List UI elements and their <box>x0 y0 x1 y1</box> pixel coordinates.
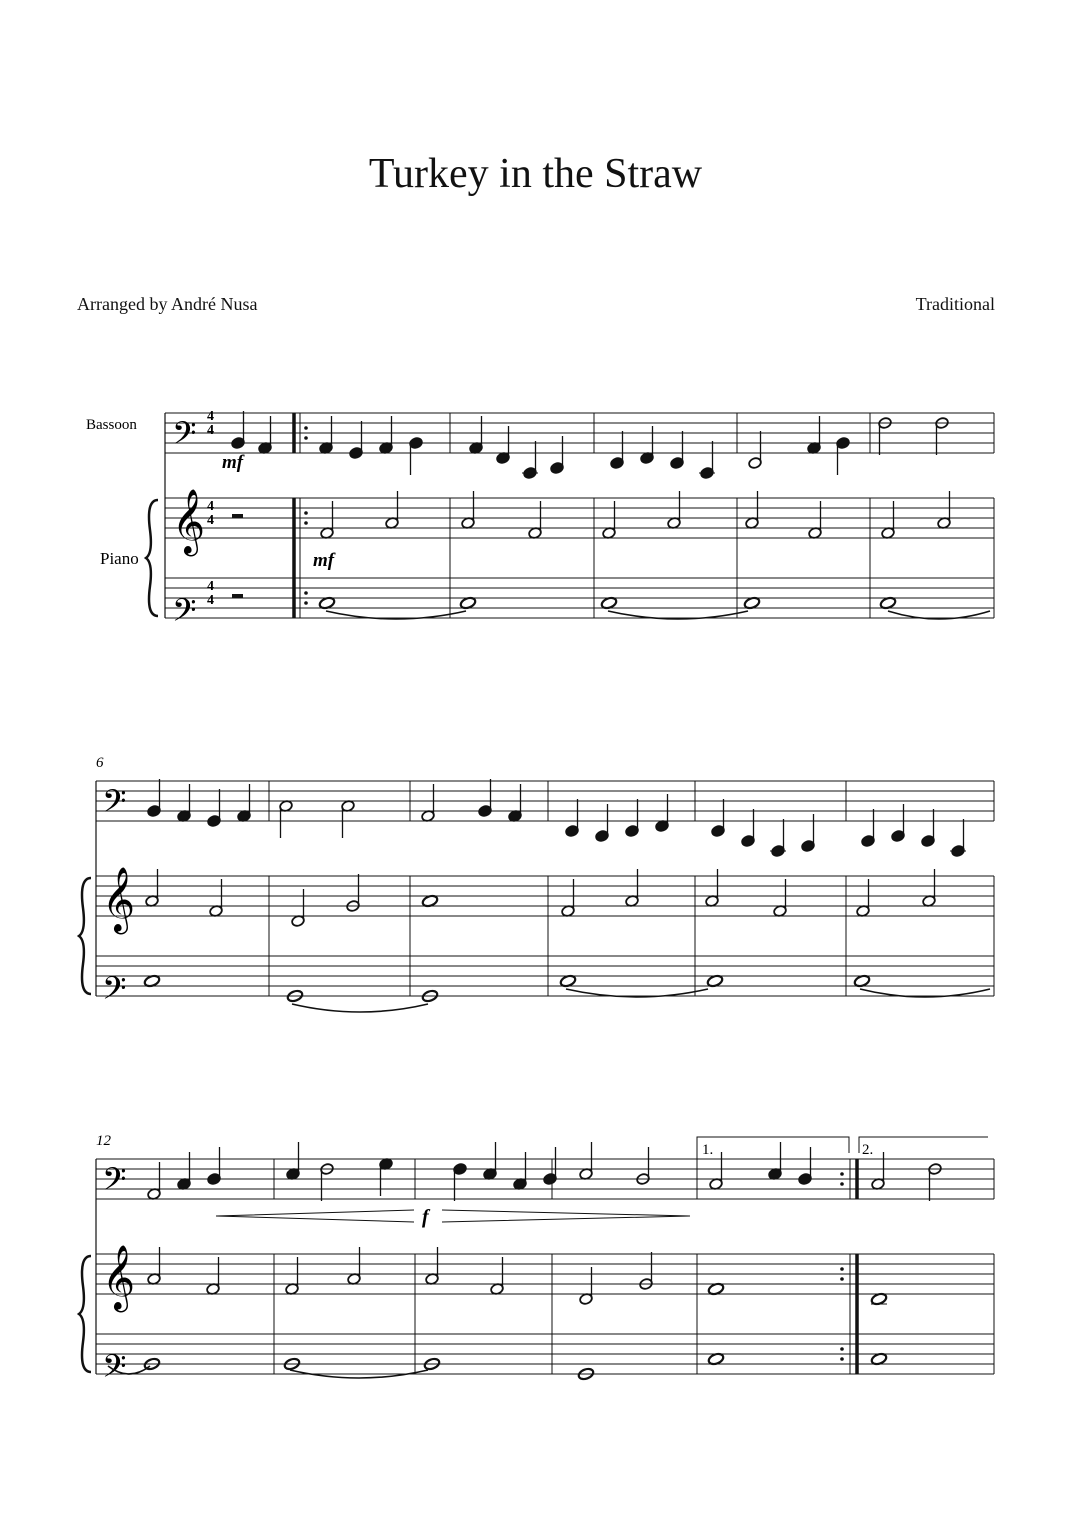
staff-lines <box>96 413 994 1374</box>
bass-clef-icon: 𝄢 <box>172 417 197 459</box>
bass-clef-icon: 𝄢 <box>102 1163 127 1205</box>
score-title: Turkey in the Straw <box>368 151 703 197</box>
decrescendo-hairpin <box>442 1210 690 1222</box>
repeat-dot <box>840 1182 844 1186</box>
piano-brace <box>79 1256 91 1372</box>
first-ending-label: 1. <box>702 1142 714 1158</box>
time-sig-bottom-treble: 4 <box>207 513 214 528</box>
time-sig-bottom-bass: 4 <box>207 593 214 608</box>
time-sig-top-bassoon: 4 <box>207 409 214 424</box>
treble-clef-icon: 𝄞 <box>172 491 206 553</box>
arranger-credit: Arranged by André Nusa <box>77 294 258 314</box>
bass-clef-icon: 𝄢 <box>102 972 127 1014</box>
dynamic-mf-piano: mf <box>313 550 335 571</box>
repeat-dot <box>304 511 308 515</box>
time-sig-top-bass: 4 <box>207 579 214 594</box>
bass-clef-icon: 𝄢 <box>102 785 127 827</box>
bass-clef-icon: 𝄢 <box>172 594 197 636</box>
dynamic-mf-bassoon: mf <box>222 452 244 473</box>
second-ending-label: 2. <box>862 1142 874 1158</box>
repeat-dot <box>840 1357 844 1361</box>
piano-brace <box>146 500 158 616</box>
bassoon-label: Bassoon <box>86 417 137 433</box>
composer-credit: Traditional <box>915 294 995 314</box>
bass-clef-icon: 𝄢 <box>102 1350 127 1392</box>
repeat-dot <box>304 521 308 525</box>
half-rest <box>232 594 243 598</box>
first-ending-bracket <box>697 1137 849 1165</box>
time-sig-top-treble: 4 <box>207 499 214 514</box>
repeat-dot <box>304 436 308 440</box>
repeat-dot <box>840 1277 844 1281</box>
measure-number-12: 12 <box>96 1133 111 1149</box>
repeat-dot <box>304 591 308 595</box>
second-ending-bracket <box>859 1137 988 1153</box>
repeat-dot <box>304 601 308 605</box>
half-rest <box>232 514 243 518</box>
repeat-dot <box>840 1267 844 1271</box>
repeat-dot <box>304 426 308 430</box>
treble-clef-icon: 𝄞 <box>102 1247 136 1309</box>
measure-number-6: 6 <box>96 755 104 771</box>
repeat-dot <box>840 1172 844 1176</box>
dynamic-f: f <box>422 1206 429 1228</box>
piano-brace <box>79 878 91 994</box>
piano-label: Piano <box>100 549 139 568</box>
tie <box>292 1004 428 1012</box>
crescendo-hairpin <box>216 1210 414 1222</box>
score-marks <box>79 411 994 1392</box>
time-sig-bottom-bassoon: 4 <box>207 423 214 438</box>
repeat-dot <box>840 1347 844 1351</box>
treble-clef-icon: 𝄞 <box>102 869 136 931</box>
